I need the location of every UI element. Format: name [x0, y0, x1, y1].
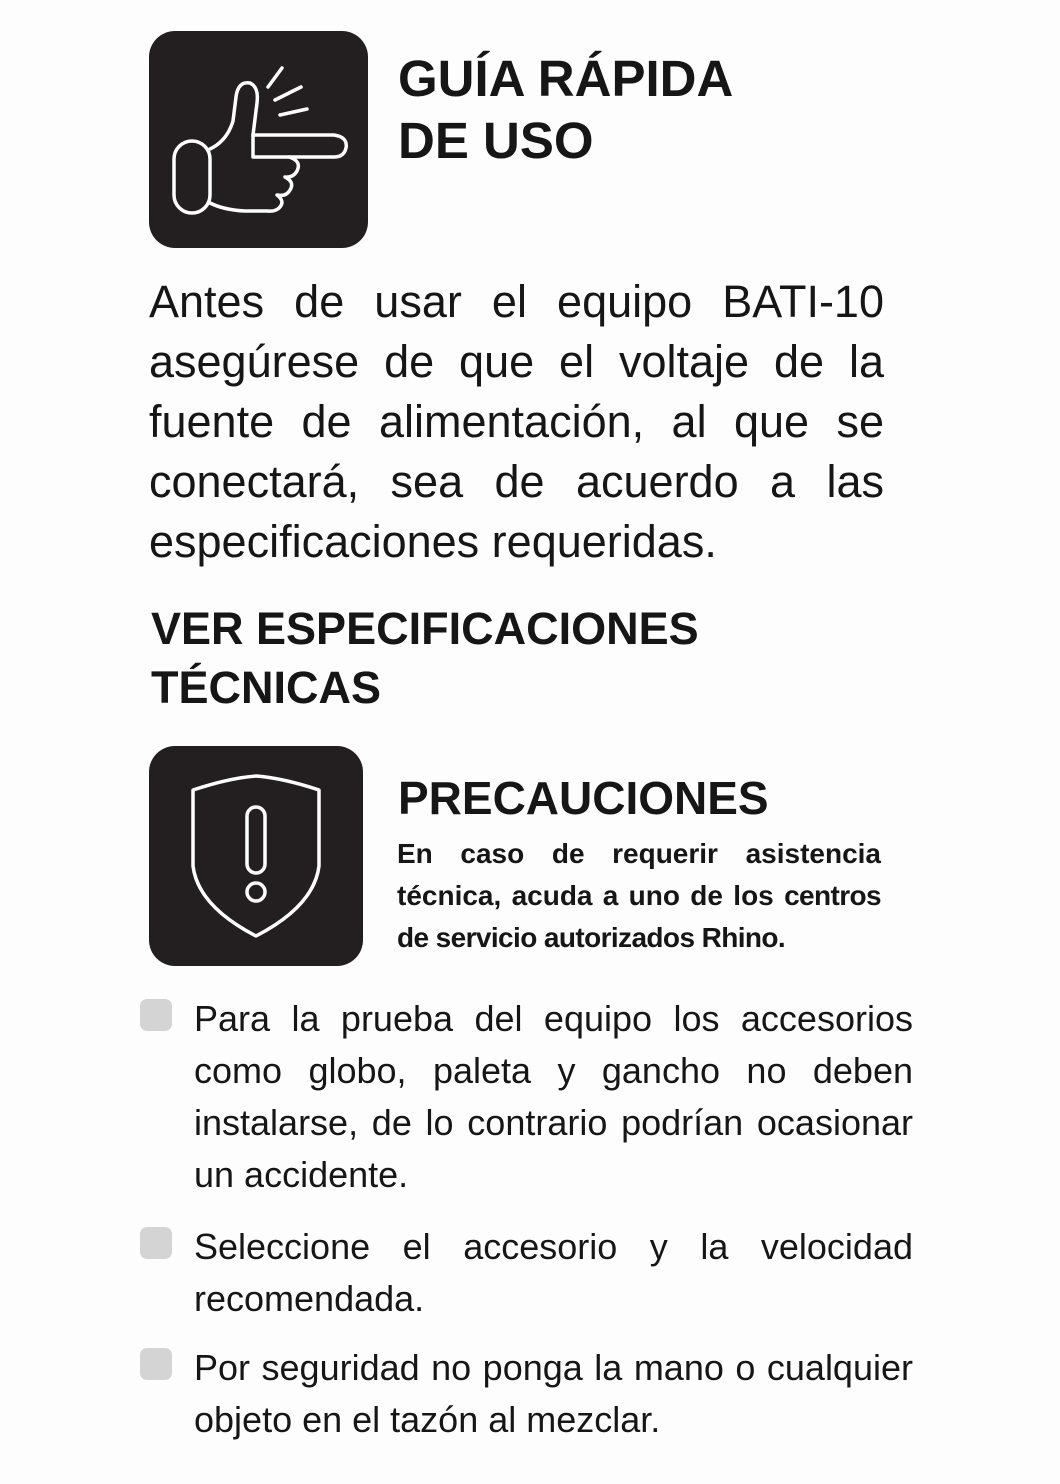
specs-line-2: TÉCNICAS	[151, 662, 382, 713]
view-specs-link[interactable]	[151, 599, 951, 717]
bullet-square-icon	[140, 1348, 172, 1380]
bullet-square-icon	[140, 999, 172, 1031]
precautions-description	[397, 833, 881, 959]
precautions-title: PRECAUCIONES	[398, 772, 769, 824]
specs-line-1: VER ESPECIFICACIONES	[151, 603, 699, 654]
precaution-item-text: Seleccione el accesorio y la velocidad recomendada.	[194, 1226, 913, 1319]
pointing-hand-icon	[149, 31, 368, 248]
shield-warning-icon	[149, 746, 363, 966]
precaution-item-text: Por seguridad no ponga la mano o cualquier objeto en el tazón al mezclar.	[194, 1347, 913, 1440]
intro-paragraph: Antes de usar el equipo BATI-10 asegúrese de que el voltaje de la fuente de alimentación, al que se conectará, sea de acuerdo a las especificaciones requeridas.	[149, 276, 884, 567]
guide-icon-tile	[149, 31, 368, 248]
precautions-icon-tile	[149, 746, 363, 966]
precautions-description-main: En caso de requerir asistencia técnica, acuda a uno de los	[397, 838, 881, 911]
precautions-description-last: centros de servicio autorizados Rhino.	[397, 880, 882, 953]
page-title	[398, 48, 998, 172]
bullet-square-icon	[140, 1227, 172, 1259]
title-line-2: DE USO	[398, 112, 594, 169]
title-line-1: GUÍA RÁPIDA	[398, 50, 734, 107]
precaution-item-text: Para la prueba del equipo los accesorios como globo, paleta y gancho no deben instalarse, de lo contrario podrían ocasionar un accidente.	[194, 998, 913, 1195]
